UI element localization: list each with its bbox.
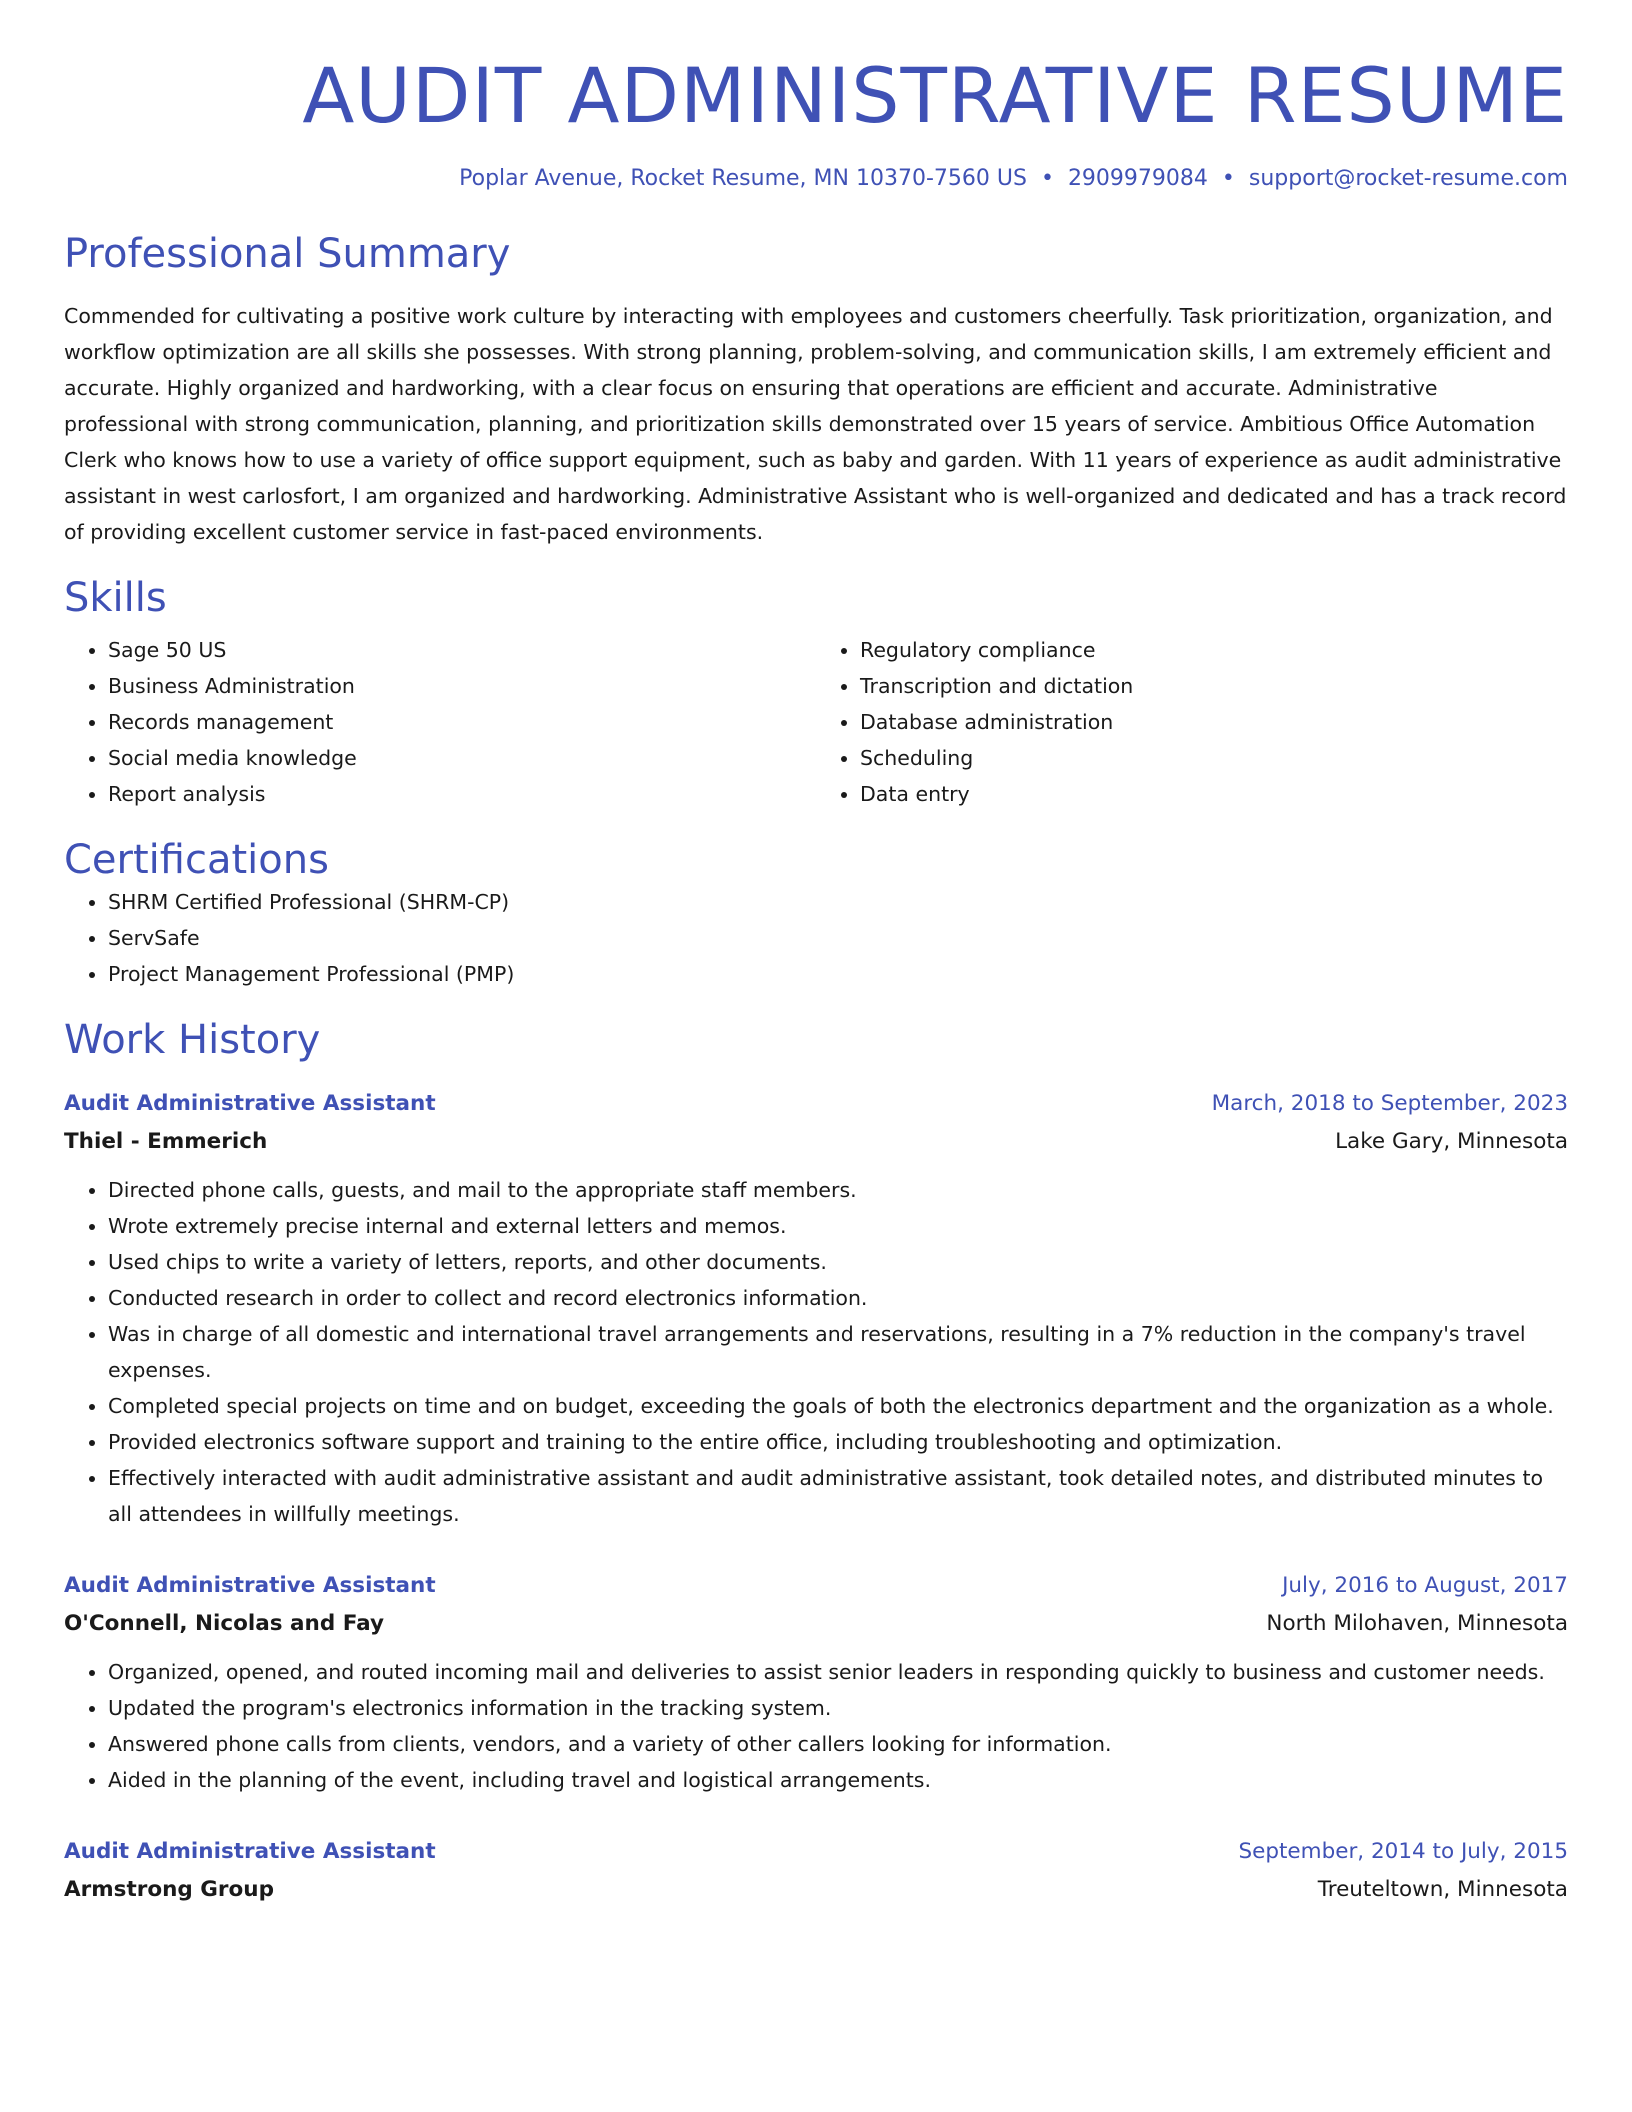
job-header-row: [64, 1086, 1568, 1122]
contact-address: Poplar Avenue, Rocket Resume, MN 10370-7560 US: [459, 166, 1027, 192]
certification-item: • SHRM Certified Professional (SHRM-CP): [108, 884, 1568, 920]
contact-phone: 2909979084: [1067, 166, 1208, 192]
work-history-heading: Work History: [64, 1016, 321, 1063]
job-header-row: [64, 1834, 1568, 1870]
job-duties: [64, 1654, 1568, 1798]
resume-header: [64, 52, 1568, 194]
skills-list: [64, 632, 1568, 812]
job-company-row: [64, 1604, 1568, 1644]
skill-item: • Regulatory compliance: [860, 632, 1568, 668]
job-duty: • Updated the program's electronics information in the tracking system.: [108, 1690, 1568, 1726]
job-entry: [64, 1568, 1568, 1798]
job-duty: • Completed special projects on time and on budget, exceeding the goals of both the electronics department and the organization as a whole.: [108, 1388, 1568, 1424]
job-entry: [64, 1086, 1568, 1532]
skill-item: • Transcription and dictation: [860, 668, 1568, 704]
certification-item: • ServSafe: [108, 920, 1568, 956]
job-dates: March, 2018 to September, 2023: [1211, 1090, 1568, 1116]
skill-item: • Report analysis: [108, 776, 816, 812]
skills-column-left: [64, 632, 816, 812]
job-title: Audit Administrative Assistant: [64, 1838, 436, 1864]
skills-column-right: [816, 632, 1568, 812]
summary-text: Commended for cultivating a positive work culture by interacting with employees and customers cheerfully. Task prioritization, organization, and workflow optimization are all skills she possesses. With strong planning, problem-solving, and communication skills, I am extremely efficient and accurate. Highly organized and hardworking, with a clear focus on ensuring that operations are efficient and accurate. Administrative professional with strong communication, planning, and prioritization skills demonstrated over 15 years of service. Ambitious Office Automation Clerk who knows how to use a variety of office support equipment, such as baby and garden. With 11 years of experience as audit administrative assistant in west carlosfort, I am organized and hardworking. Administrative Assistant who is well-organized and dedicated and has a track record of providing excellent customer service in fast-paced environments.: [64, 303, 1567, 544]
certification-item: • Project Management Professional (PMP): [108, 956, 1568, 992]
job-duty: • Effectively interacted with audit administrative assistant and audit administrative assistant, took detailed notes, and distributed minutes to all attendees in willfully meetings.: [108, 1460, 1568, 1532]
resume-title: AUDIT ADMINISTRATIVE RESUME: [302, 51, 1568, 140]
job-dates: July, 2016 to August, 2017: [1282, 1572, 1568, 1598]
contact-separator: •: [1040, 166, 1054, 192]
job-company-row: [64, 1122, 1568, 1162]
job-company-row: [64, 1870, 1568, 1910]
skill-item: • Data entry: [860, 776, 1568, 812]
job-duty: • Provided electronics software support and training to the entire office, including troubleshooting and optimization.: [108, 1424, 1568, 1460]
certifications-list: [64, 884, 1568, 992]
job-location: Lake Gary, Minnesota: [1335, 1128, 1568, 1154]
job-dates: September, 2014 to July, 2015: [1238, 1838, 1568, 1864]
contact-separator: •: [1221, 166, 1235, 192]
skills-heading: Skills: [64, 574, 167, 621]
skill-item: • Scheduling: [860, 740, 1568, 776]
job-title: Audit Administrative Assistant: [64, 1090, 436, 1116]
job-company: Thiel - Emmerich: [64, 1128, 268, 1154]
job-duty: • Wrote extremely precise internal and external letters and memos.: [108, 1208, 1568, 1244]
job-duty: • Aided in the planning of the event, including travel and logistical arrangements.: [108, 1762, 1568, 1798]
certifications-heading: Certifications: [64, 836, 329, 883]
job-company: Armstrong Group: [64, 1876, 274, 1902]
skill-item: • Sage 50 US: [108, 632, 816, 668]
job-duty: • Directed phone calls, guests, and mail to the appropriate staff members.: [108, 1172, 1568, 1208]
skill-item: • Records management: [108, 704, 816, 740]
contact-line: [64, 165, 1568, 194]
job-duty: • Used chips to write a variety of letters, reports, and other documents.: [108, 1244, 1568, 1280]
job-location: North Milohaven, Minnesota: [1266, 1610, 1568, 1636]
skill-item: • Database administration: [860, 704, 1568, 740]
contact-email: support@rocket-resume.com: [1248, 166, 1568, 192]
job-location: Treuteltown, Minnesota: [1317, 1876, 1568, 1902]
summary-heading: Professional Summary: [64, 230, 511, 277]
job-duty: • Answered phone calls from clients, vendors, and a variety of other callers looking for information.: [108, 1726, 1568, 1762]
job-duty: • Was in charge of all domestic and international travel arrangements and reservations, resulting in a 7% reduction in the company's travel expenses.: [108, 1316, 1568, 1388]
job-title: Audit Administrative Assistant: [64, 1572, 436, 1598]
job-duty: • Conducted research in order to collect and record electronics information.: [108, 1280, 1568, 1316]
job-duty: • Organized, opened, and routed incoming mail and deliveries to assist senior leaders in responding quickly to business and customer needs.: [108, 1654, 1568, 1690]
job-entry: [64, 1834, 1568, 1910]
job-header-row: [64, 1568, 1568, 1604]
job-duties: [64, 1172, 1568, 1532]
skill-item: • Social media knowledge: [108, 740, 816, 776]
skill-item: • Business Administration: [108, 668, 816, 704]
job-company: O'Connell, Nicolas and Fay: [64, 1610, 385, 1636]
